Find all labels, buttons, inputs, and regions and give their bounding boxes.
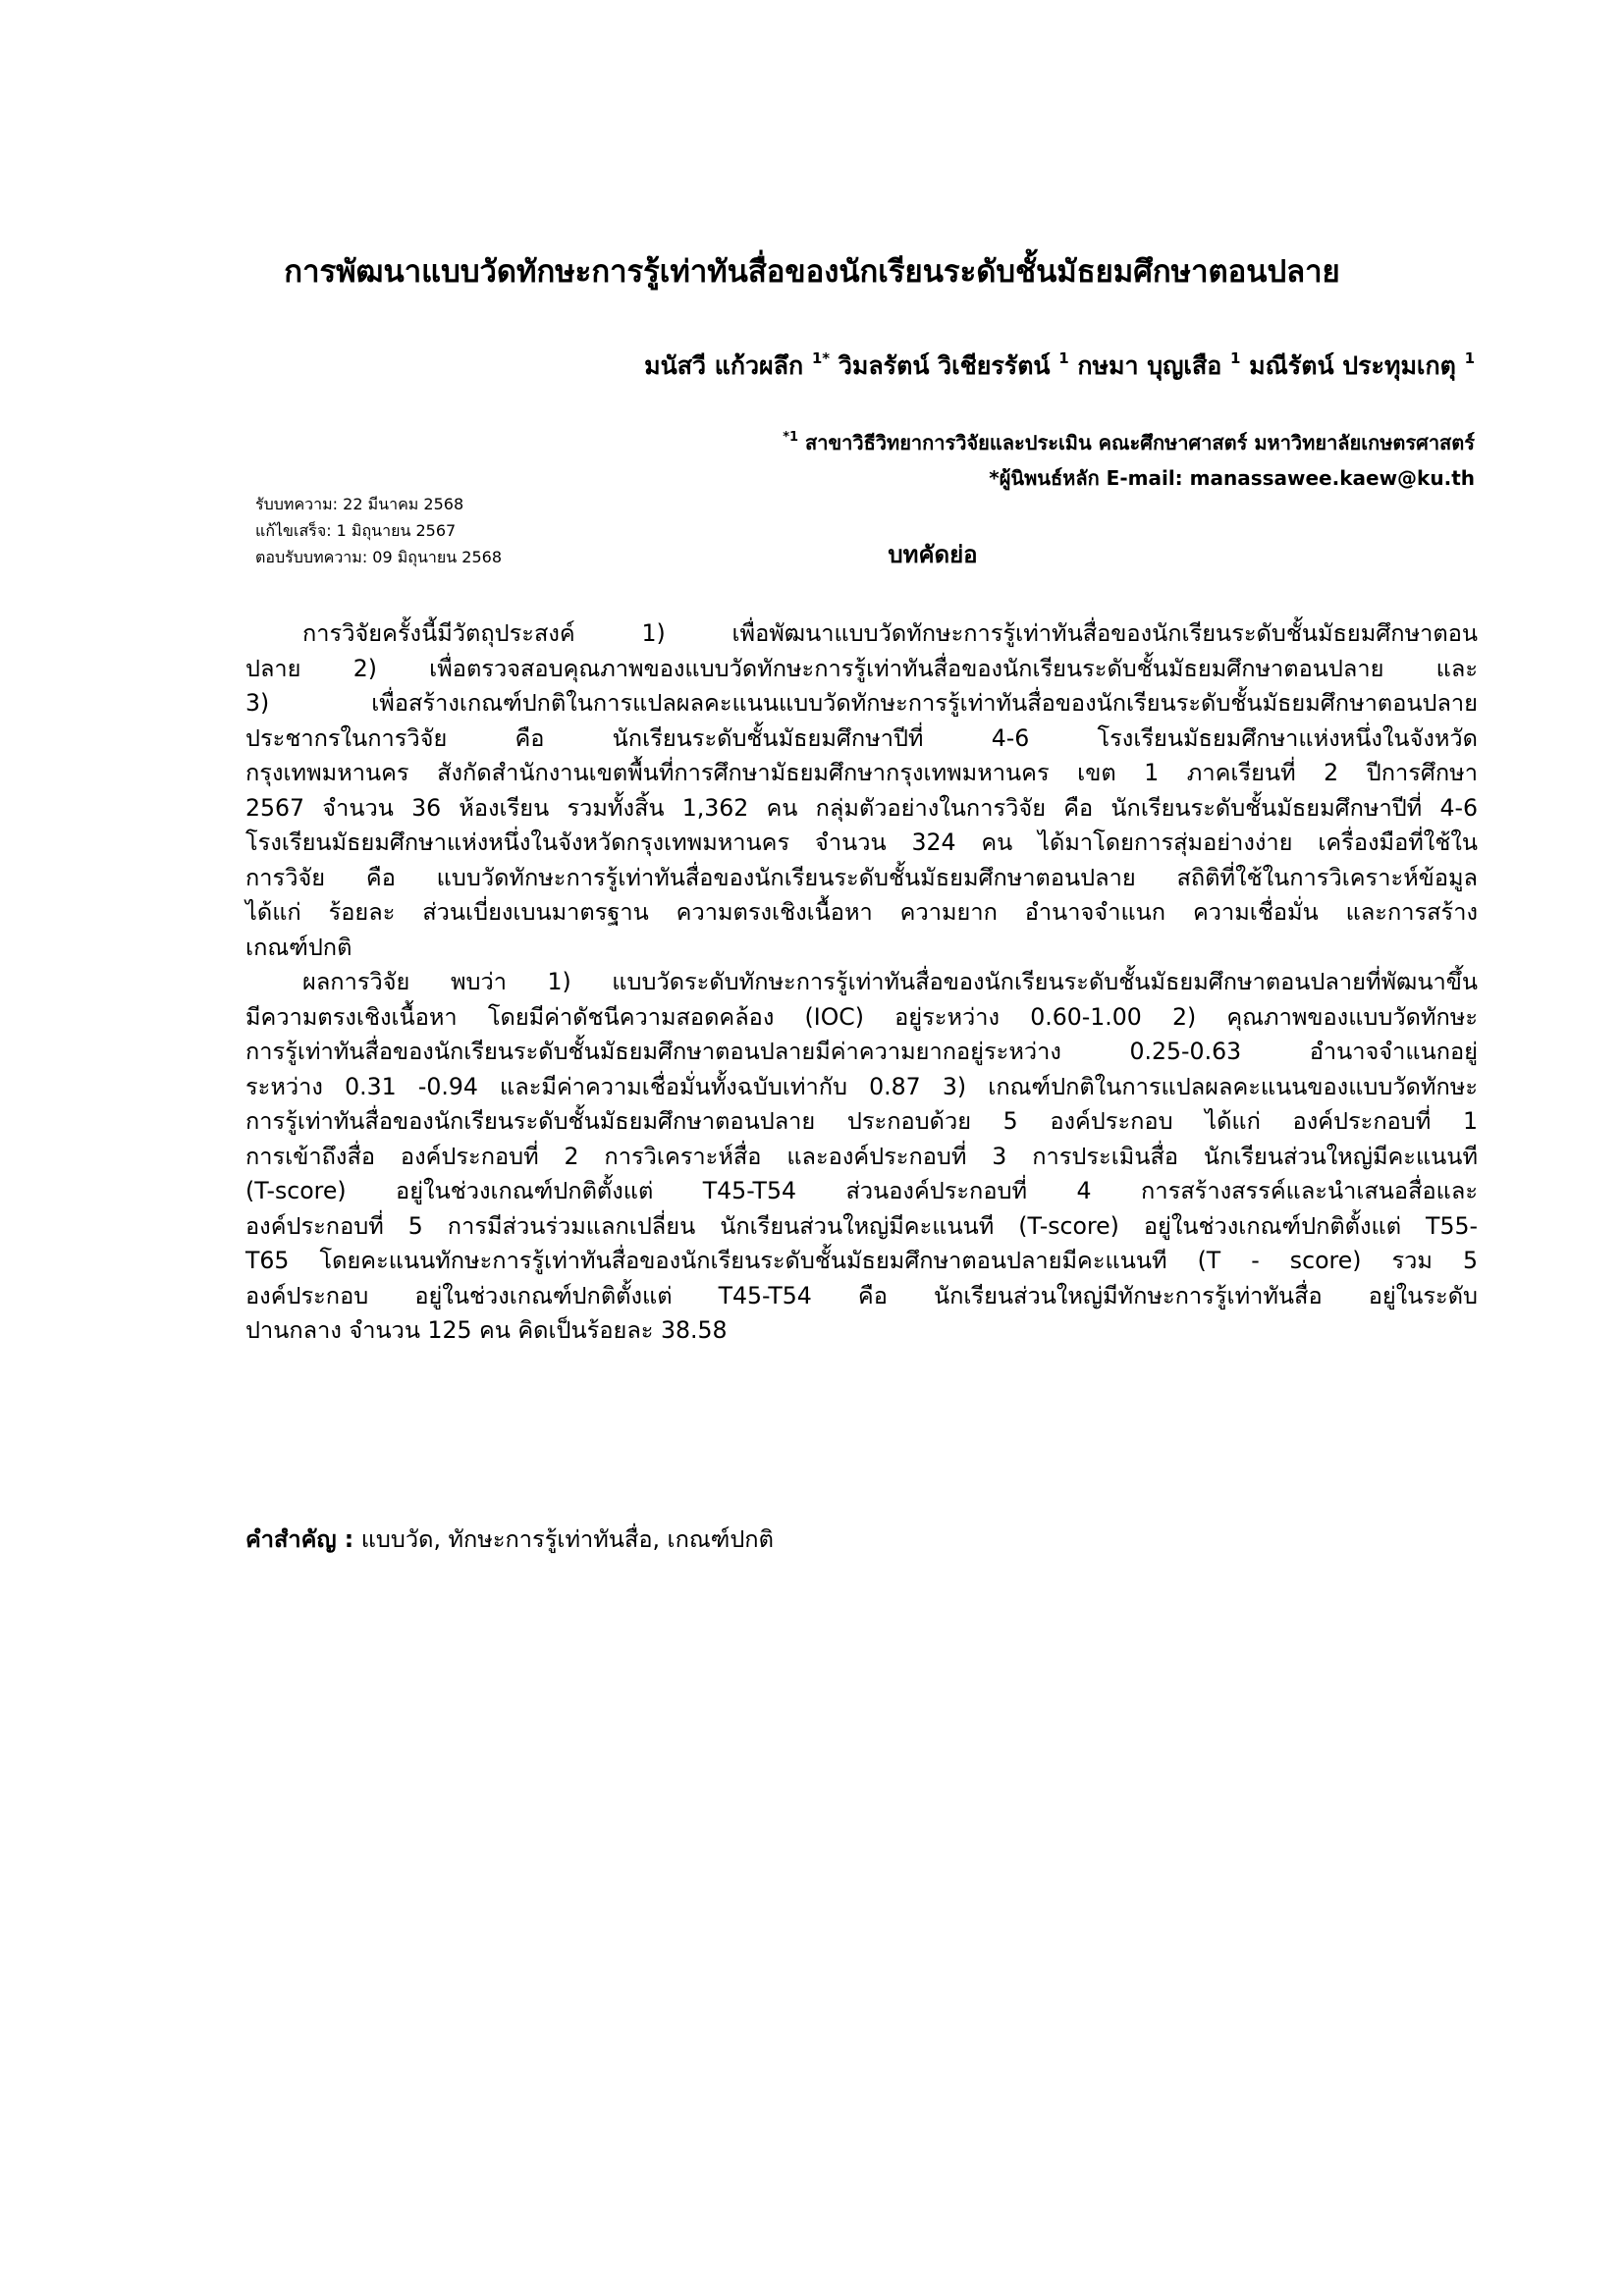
abstract-line: ปลาย 2) เพื่อตรวจสอบคุณภาพของแบบวัดทักษะการรู้เท่าทันสื่อของนักเรียนระดับชั้นมัธยมศึกษาตอนปลาย และ bbox=[245, 654, 1478, 682]
keywords-label: คำสำคัญ : bbox=[245, 1525, 354, 1553]
abstract-line: 2567 จำนวน 36 ห้องเรียน รวมทั้งสิ้น 1,362 คน กลุ่มตัวอย่างในการวิจัย คือ นักเรียนระดับชั้นมัธยมศึกษาปีที่ 4-6 bbox=[245, 793, 1478, 822]
abstract-heading: บทคัดย่อ bbox=[888, 541, 978, 568]
corresponding-author: *ผู้นิพนธ์หลัก E-mail: manassawee.kaew@ku.th bbox=[989, 466, 1475, 490]
article-dates bbox=[255, 491, 502, 570]
abstract-line: การวิจัย คือ แบบวัดทักษะการรู้เท่าทันสื่อของนักเรียนระดับชั้นมัธยมศึกษาตอนปลาย สถิติที่ใช้ในการวิเคราะห์ข้อมูล bbox=[245, 863, 1478, 891]
received-date: รับบทความ: 22 มีนาคม 2568 bbox=[255, 495, 464, 513]
keywords-line bbox=[245, 1522, 774, 1557]
author-affiliation-mark: 1 bbox=[1229, 349, 1241, 367]
abstract-line: ประชากรในการวิจัย คือ นักเรียนระดับชั้นมัธยมศึกษาปีที่ 4-6 โรงเรียนมัธยมศึกษาแห่งหนึ่งในจังหวัด bbox=[245, 723, 1478, 752]
revised-date: แก้ไขเสร็จ: 1 มิถุนายน 2567 bbox=[255, 521, 457, 540]
affiliation-text: สาขาวิธีวิทยาการวิจัยและประเมิน คณะศึกษาศาสตร์ มหาวิทยาลัยเกษตรศาสตร์ bbox=[805, 431, 1475, 454]
abstract-line: โรงเรียนมัธยมศึกษาแห่งหนึ่งในจังหวัดกรุงเทพมหานคร จำนวน 324 คน ได้มาโดยการสุ่มอย่างง่าย เครื่องมือที่ใช้ใน bbox=[245, 828, 1478, 856]
affiliation-block bbox=[198, 420, 1475, 496]
abstract-line: องค์ประกอบ อยู่ในช่วงเกณฑ์ปกติตั้งแต่ T45-T54 คือ นักเรียนส่วนใหญ่มีทักษะการรู้เท่าทันสื่อ อยู่ในระดับ bbox=[245, 1281, 1478, 1309]
author-name: มนัสวี แก้วผลึก bbox=[644, 351, 804, 380]
affiliation-line bbox=[198, 420, 1475, 460]
abstract-body bbox=[245, 616, 1478, 1349]
author-name: วิมลรัตน์ วิเชียรรัตน์ bbox=[838, 351, 1051, 380]
abstract-line: ระหว่าง 0.31 -0.94 และมีค่าความเชื่อมั่นทั้งฉบับเท่ากับ 0.87 3) เกณฑ์ปกติในการแปลผลคะแนนของแบบวัดทักษะ bbox=[245, 1072, 1478, 1100]
author-affiliation-mark: 1* bbox=[811, 349, 831, 367]
abstract-line: การวิจัยครั้งนี้มีวัตถุประสงค์ 1) เพื่อพัฒนาแบบวัดทักษะการรู้เท่าทันสื่อของนักเรียนระดับชั้นมัธยมศึกษาตอน bbox=[302, 619, 1478, 647]
author-name: มณีรัตน์ ประทุมเกตุ bbox=[1249, 351, 1456, 380]
abstract-line: มีความตรงเชิงเนื้อหา โดยมีค่าดัชนีความสอดคล้อง (IOC) อยู่ระหว่าง 0.60-1.00 2) คุณภาพของแบบวัดทักษะ bbox=[245, 1002, 1478, 1031]
abstract-line: องค์ประกอบที่ 5 การมีส่วนร่วมแลกเปลี่ยน นักเรียนส่วนใหญ่มีคะแนนที (T-score) อยู่ในช่วงเกณฑ์ปกติตั้งแต่ T55- bbox=[245, 1211, 1478, 1240]
abstract-line: ปานกลาง จำนวน 125 คน คิดเป็นร้อยละ 38.58 bbox=[245, 1316, 728, 1344]
abstract-line: ได้แก่ ร้อยละ ส่วนเบี่ยงเบนมาตรฐาน ความตรงเชิงเนื้อหา ความยาก อำนาจจำแนก ความเชื่อมั่น และการสร้าง bbox=[245, 898, 1478, 926]
author-affiliation-mark: 1 bbox=[1058, 349, 1069, 367]
paper-title: การพัฒนาแบบวัดทักษะการรู้เท่าทันสื่อของนักเรียนระดับชั้นมัธยมศึกษาตอนปลาย bbox=[284, 254, 1340, 290]
author-list bbox=[198, 339, 1475, 386]
abstract-line: การรู้เท่าทันสื่อของนักเรียนระดับชั้นมัธยมศึกษาตอนปลาย ประกอบด้วย 5 องค์ประกอบ ได้แก่ องค์ประกอบที่ 1 bbox=[245, 1107, 1478, 1135]
author-name: กษมา บุญเสือ bbox=[1077, 351, 1222, 380]
keywords-text: แบบวัด, ทักษะการรู้เท่าทันสื่อ, เกณฑ์ปกติ bbox=[360, 1525, 774, 1553]
author-affiliation-mark: 1 bbox=[1464, 349, 1475, 367]
abstract-line: กรุงเทพมหานคร สังกัดสำนักงานเขตพื้นที่การศึกษามัธยมศึกษากรุงเทพมหานคร เขต 1 ภาคเรียนที่ 2 ปีการศึกษา bbox=[245, 759, 1478, 786]
abstract-line: เกณฑ์ปกติ bbox=[245, 933, 352, 961]
abstract-line: (T-score) อยู่ในช่วงเกณฑ์ปกติตั้งแต่ T45-T54 ส่วนองค์ประกอบที่ 4 การสร้างสรรค์และนำเสนอสื่อและ bbox=[245, 1177, 1478, 1204]
abstract-line: การรู้เท่าทันสื่อของนักเรียนระดับชั้นมัธยมศึกษาตอนปลายมีค่าความยากอยู่ระหว่าง 0.25-0.63 อำนาจจำแนกอยู่ bbox=[245, 1038, 1478, 1065]
abstract-line: T65 โดยคะแนนทักษะการรู้เท่าทันสื่อของนักเรียนระดับชั้นมัธยมศึกษาตอนปลายมีคะแนนที (T - score) รวม 5 bbox=[245, 1247, 1478, 1274]
abstract-line: 3) เพื่อสร้างเกณฑ์ปกติในการแปลผลคะแนนแบบวัดทักษะการรู้เท่าทันสื่อของนักเรียนระดับชั้นมัธยมศึกษาตอนปลาย bbox=[245, 689, 1478, 717]
abstract-line: ผลการวิจัย พบว่า 1) แบบวัดระดับทักษะการรู้เท่าทันสื่อของนักเรียนระดับชั้นมัธยมศึกษาตอนปลายที่พัฒนาขึ้น bbox=[302, 968, 1478, 995]
affiliation-mark: *1 bbox=[783, 430, 799, 445]
accepted-date: ตอบรับบทความ: 09 มิถุนายน 2568 bbox=[255, 548, 503, 566]
abstract-line: การเข้าถึงสื่อ องค์ประกอบที่ 2 การวิเคราะห์สื่อ และองค์ประกอบที่ 3 การประเมินสื่อ นักเรียนส่วนใหญ่มีคะแนนที bbox=[245, 1142, 1478, 1170]
